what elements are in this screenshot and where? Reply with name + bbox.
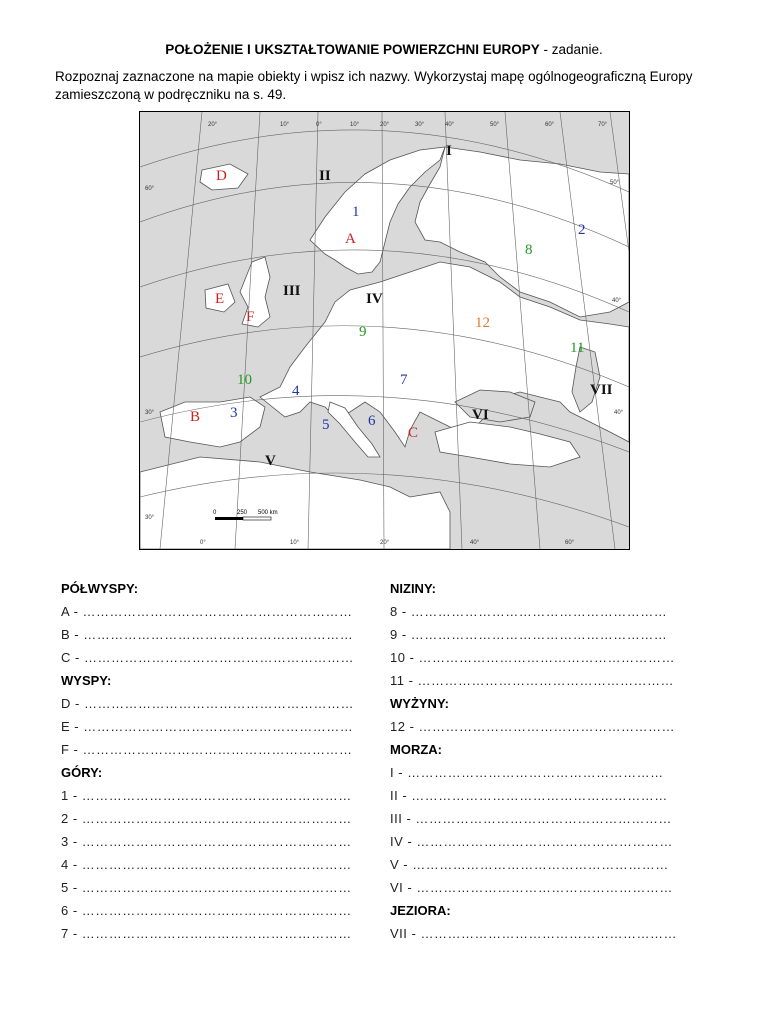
grat-label: 50° — [610, 180, 620, 186]
map-marker-10: 10 — [237, 372, 252, 388]
answer-line[interactable]: 8 - ………………………………………………… — [390, 604, 668, 619]
grat-label: 60° — [565, 540, 575, 546]
grat-label: 50° — [490, 122, 500, 128]
map-marker-sea-III: III — [283, 283, 301, 299]
answer-line[interactable]: B - …………………………………………………… — [61, 627, 354, 642]
map-marker-B: B — [190, 409, 201, 425]
title-bold: POŁOŻENIE I UKSZTAŁTOWANIE POWIERZCHNI EUROPY — [165, 42, 540, 57]
grat-label: 20° — [208, 122, 218, 128]
answer-line[interactable]: 3 - …………………………………………………… — [61, 834, 352, 849]
map-marker-8: 8 — [525, 242, 533, 258]
grat-label: 20° — [380, 540, 390, 546]
answer-line[interactable]: VI - ………………………………………………… — [390, 880, 673, 895]
answer-line[interactable]: 1 - …………………………………………………… — [61, 788, 352, 803]
map-drawing — [140, 112, 629, 549]
answer-line[interactable]: II - ………………………………………………… — [390, 788, 668, 803]
map-marker-E: E — [215, 291, 225, 307]
grat-label: 30° — [415, 122, 425, 128]
grat-label: 60° — [145, 186, 155, 192]
map-marker-D: D — [216, 168, 227, 184]
grat-label: 30° — [145, 515, 155, 521]
grat-label: 70° — [598, 122, 608, 128]
map-marker-sea-VI: VI — [472, 407, 489, 423]
map-marker-5: 5 — [322, 417, 330, 433]
answer-line[interactable]: 9 - ………………………………………………… — [390, 627, 668, 642]
answer-line[interactable]: 4 - …………………………………………………… — [61, 857, 352, 872]
section-heading: GÓRY: — [61, 765, 103, 780]
map-marker-sea-V: V — [265, 453, 276, 469]
grat-label: 60° — [545, 122, 555, 128]
grat-label: 10° — [350, 122, 360, 128]
map-marker-12: 12 — [475, 315, 490, 331]
answer-line[interactable]: D - …………………………………………………… — [61, 696, 354, 711]
map-marker-lake-VII: VII — [590, 382, 613, 398]
grat-label: 30° — [145, 410, 155, 416]
map-marker-C: C — [408, 425, 419, 441]
answer-line[interactable]: 12 - ………………………………………………… — [390, 719, 676, 734]
grat-label: 40° — [470, 540, 480, 546]
instructions: Rozpoznaj zaznaczone na mapie obiekty i wpisz ich nazwy. Wykorzystaj mapę ogólnogeograficzną Europy zamieszczoną w podręczniku na s. 49. — [55, 69, 693, 102]
grat-label: 0° — [316, 122, 322, 128]
answer-line[interactable]: 2 - …………………………………………………… — [61, 811, 352, 826]
answer-line[interactable]: 7 - …………………………………………………… — [61, 926, 352, 941]
answer-line[interactable]: 6 - …………………………………………………… — [61, 903, 352, 918]
map-marker-sea-II: II — [319, 168, 331, 184]
section-heading: PÓŁWYSPY: — [61, 581, 139, 596]
map-marker-7: 7 — [400, 372, 408, 388]
answer-line[interactable]: C - …………………………………………………… — [61, 650, 354, 665]
map-marker-9: 9 — [359, 324, 367, 340]
map-marker-1: 1 — [352, 204, 360, 220]
map-marker-A: A — [345, 231, 356, 247]
answer-line[interactable]: E - …………………………………………………… — [61, 719, 354, 734]
section-heading: JEZIORA: — [390, 903, 451, 918]
answer-line[interactable]: III - ………………………………………………… — [390, 811, 672, 826]
grat-label: 40° — [614, 410, 624, 416]
scale-label-0: 0 — [213, 510, 217, 516]
answer-line[interactable]: I - ………………………………………………… — [390, 765, 664, 780]
map-marker-2: 2 — [578, 222, 586, 238]
title-rest: - zadanie. — [539, 42, 603, 57]
answer-line[interactable]: V - ………………………………………………… — [390, 857, 669, 872]
map-marker-sea-I: I — [446, 143, 452, 159]
europe-map — [139, 111, 630, 550]
grat-label: 40° — [445, 122, 455, 128]
grat-label: 20° — [380, 122, 390, 128]
answer-line[interactable]: 10 - ………………………………………………… — [390, 650, 676, 665]
answer-line[interactable]: F - …………………………………………………… — [61, 742, 353, 757]
map-marker-3: 3 — [230, 405, 238, 421]
section-heading: MORZA: — [390, 742, 442, 757]
grat-label: 0° — [200, 540, 206, 546]
grat-label: 10° — [290, 540, 300, 546]
section-heading: WYŻYNY: — [390, 696, 449, 711]
scale-label-500: 500 km — [258, 510, 278, 516]
map-marker-4: 4 — [292, 383, 300, 399]
section-heading: NIZINY: — [390, 581, 436, 596]
answer-line[interactable]: IV - ………………………………………………… — [390, 834, 673, 849]
map-marker-F: F — [246, 309, 255, 325]
section-heading: WYSPY: — [61, 673, 112, 688]
map-marker-11: 11 — [570, 340, 585, 356]
left-answer-column — [61, 577, 361, 945]
answer-line[interactable]: 5 - …………………………………………………… — [61, 880, 352, 895]
worksheet-title — [0, 42, 768, 57]
grat-label: 40° — [612, 298, 622, 304]
answer-line[interactable]: VII - ………………………………………………… — [390, 926, 677, 941]
right-answer-column — [390, 577, 690, 945]
map-marker-6: 6 — [368, 413, 376, 429]
answer-line[interactable]: A - …………………………………………………… — [61, 604, 353, 619]
scale-label-250: 250 — [237, 510, 248, 516]
map-marker-sea-IV: IV — [366, 291, 383, 307]
grat-label: 10° — [280, 122, 290, 128]
answer-line[interactable]: 11 - ………………………………………………… — [390, 673, 675, 688]
